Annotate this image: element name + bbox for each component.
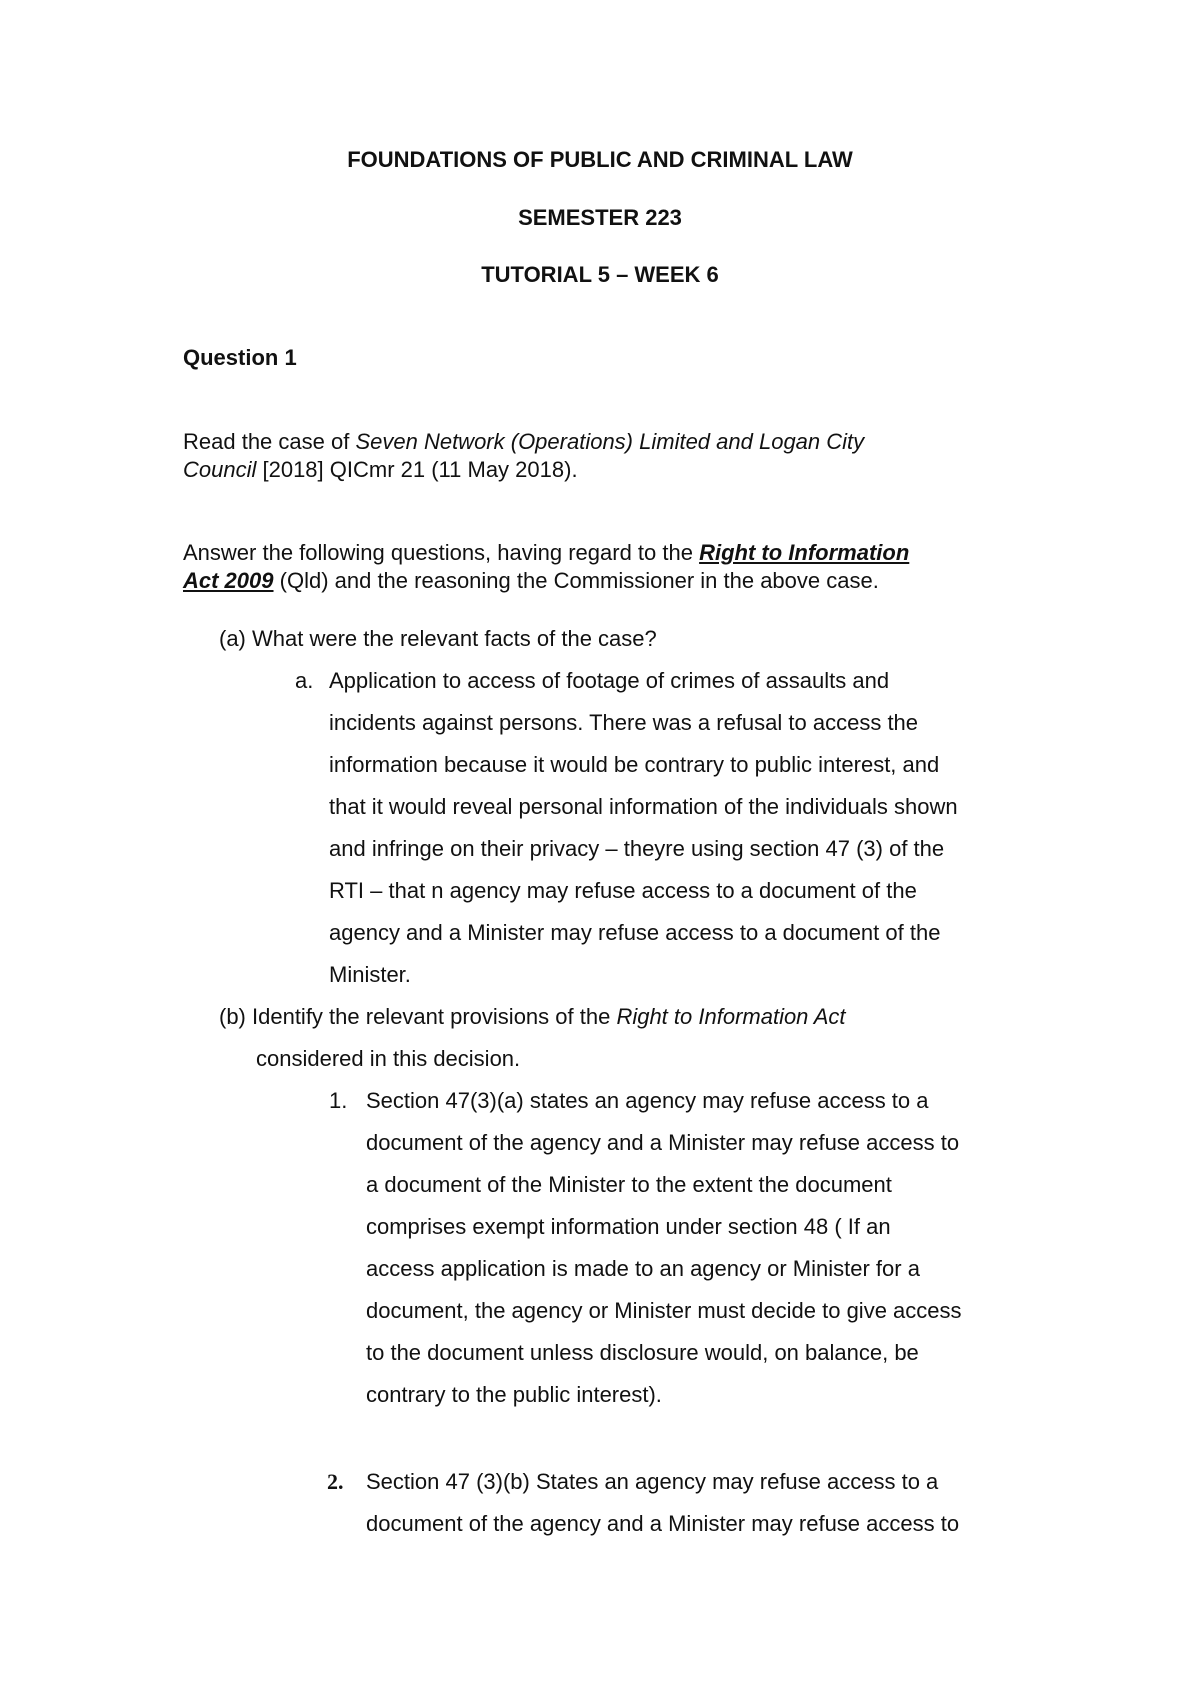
course-title: FOUNDATIONS OF PUBLIC AND CRIMINAL LAW [347,147,853,172]
item-2-line-1: Section 47 (3)(b) States an agency may refuse access to a [366,1469,939,1494]
item-2-line-2: document of the agency and a Minister may refuse access to [366,1511,960,1536]
instruction-prefix: Answer the following questions, having regard to the [183,540,700,565]
case-prefix: Read the case of [183,429,356,454]
item-1-line-2: document of the agency and a Minister may refuse access to [366,1130,960,1155]
item-1-line-3: a document of the Minister to the extent the document [366,1172,892,1197]
part-b-question-act: Right to Information Act [616,1004,846,1029]
item-1-line-8: contrary to the public interest). [366,1382,662,1407]
item-1-line-4: comprises exempt information under section 48 ( If an [366,1214,891,1239]
part-a-line-2: incidents against persons. There was a refusal to access the [329,710,919,735]
item-1-marker: 1. [329,1088,348,1113]
part-a-line-7: agency and a Minister may refuse access to a document of the [329,920,941,945]
case-line-2 [183,457,578,483]
part-a-question: (a) What were the relevant facts of the case? [219,626,657,651]
part-a-line-1: Application to access of footage of crimes of assaults and [329,668,890,693]
part-a-marker: a. [295,668,314,693]
semester-title: SEMESTER 223 [518,205,682,230]
item-1-line-5: access application is made to an agency or Minister for a [366,1256,920,1281]
item-2-marker: 2. [327,1469,344,1494]
case-name-part-2: Council [183,457,263,482]
instruction-line-1 [183,540,909,566]
tutorial-title: TUTORIAL 5 – WEEK 6 [481,262,719,287]
act-title-part-2: Act 2009 [183,568,274,593]
part-a-line-4: that it would reveal personal information of the individuals shown [329,794,958,819]
part-b-question-prefix: (b) Identify the relevant provisions of the [219,1004,617,1029]
item-1-line-6: document, the agency or Minister must decide to give access [366,1298,962,1323]
part-b-question-line-1 [219,1004,846,1030]
case-citation: [2018] QICmr 21 (11 May 2018). [262,457,578,482]
question-heading: Question 1 [183,345,297,370]
instruction-line-2 [183,568,879,594]
item-1-line-7: to the document unless disclosure would, on balance, be [366,1340,919,1365]
part-a-line-6: RTI – that n agency may refuse access to a document of the [329,878,917,903]
instruction-suffix: (Qld) and the reasoning the Commissioner in the above case. [273,568,879,593]
part-a-line-5: and infringe on their privacy – theyre using section 47 (3) of the [329,836,945,861]
part-b-question-line-2: considered in this decision. [256,1046,521,1071]
case-line-1 [183,429,864,455]
act-title-part-1: Right to Information [699,540,910,565]
case-name-part-1: Seven Network (Operations) Limited and Logan City [355,429,865,454]
part-a-line-3: information because it would be contrary to public interest, and [329,752,940,777]
part-a-line-8: Minister. [329,962,411,987]
item-1-line-1: Section 47(3)(a) states an agency may refuse access to a [366,1088,929,1113]
